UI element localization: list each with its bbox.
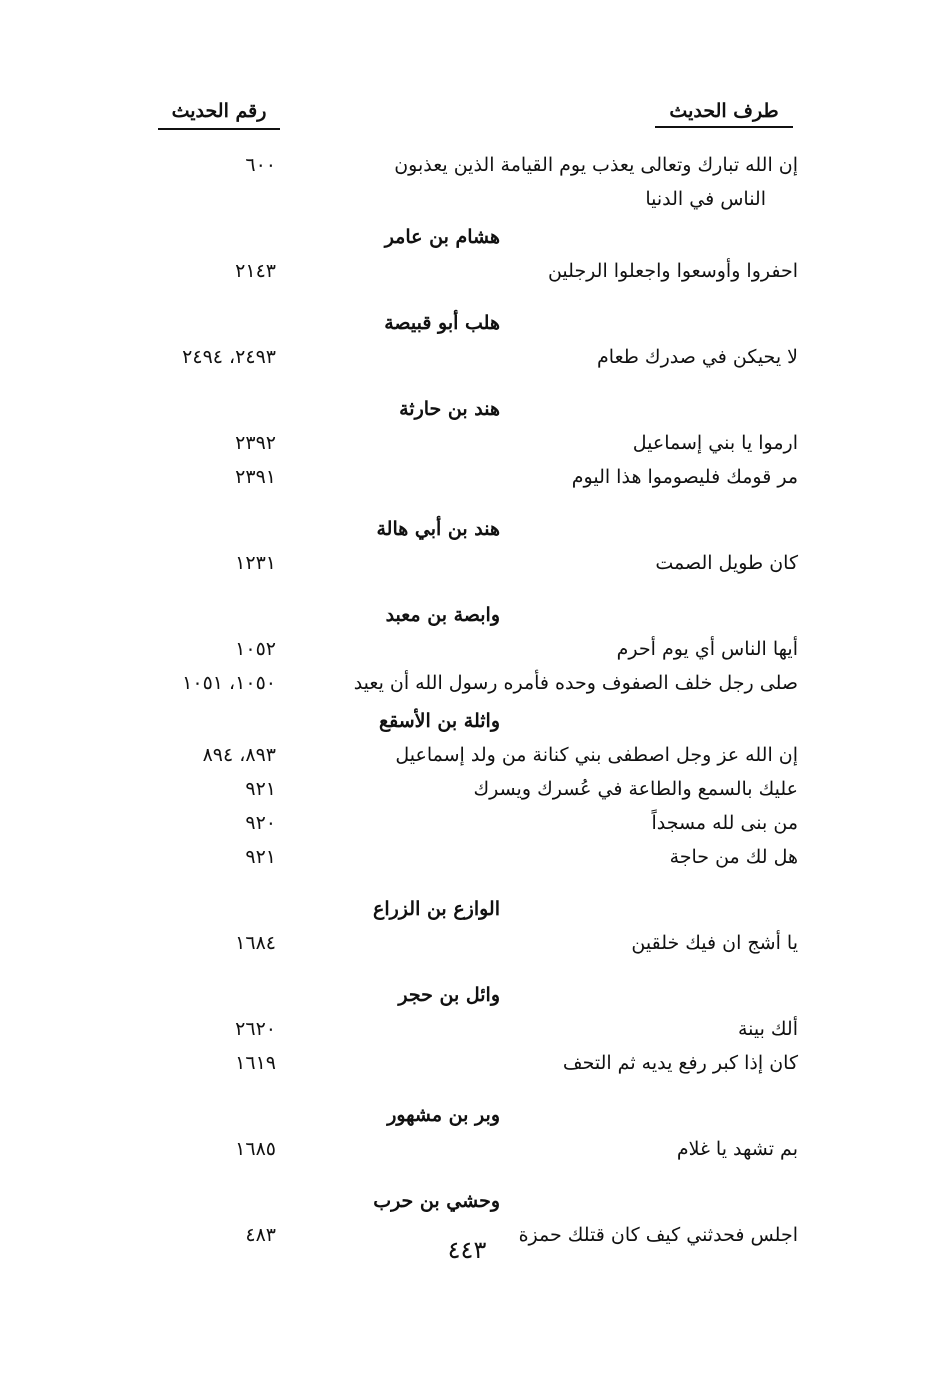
entry-text: اجلس فحدثني كيف كان قتلك حمزة: [518, 1224, 798, 1246]
narrator-name: هند بن أبي هالة: [376, 518, 500, 540]
narrator-name: هند بن حارثة: [399, 398, 500, 420]
narrator-heading: [0, 218, 934, 256]
hadith-row: [0, 1134, 934, 1168]
narrator-name: هلب أبو قبيصة: [384, 312, 500, 334]
entry-text: هل لك من حاجة: [669, 846, 798, 868]
entry-text: بم تشهد يا غلام: [676, 1138, 798, 1160]
narrator-heading: [0, 976, 934, 1014]
narrator-name: الوازع بن الزراع: [373, 898, 500, 920]
hadith-row: [0, 548, 934, 582]
entry-text: إن الله عز وجل اصطفى بني كنانة من ولد إسماعيل: [395, 744, 798, 766]
entry-text: لا يحيكن في صدرك طعام: [597, 346, 798, 368]
narrator-name: واثلة بن الأسقع: [379, 710, 500, 732]
entry-number: ٢٤٩٣، ٢٤٩٤: [182, 346, 276, 368]
entry-number: ١٦٨٥: [235, 1138, 276, 1160]
narrator-heading: [0, 890, 934, 928]
narrator-heading: [0, 390, 934, 428]
entry-number: ٢١٤٣: [235, 260, 276, 282]
entry-text: احفروا وأوسعوا واجعلوا الرجلين: [547, 260, 798, 282]
hadith-row: [0, 1048, 934, 1082]
hadith-row: [0, 256, 934, 290]
entry-number: ٢٣٩٢: [235, 432, 276, 454]
entry-number: ٤٨٣: [245, 1224, 276, 1246]
intro-row: [0, 150, 934, 184]
entry-number: ٢٣٩١: [235, 466, 276, 488]
entry-number: ١٢٣١: [235, 552, 276, 574]
hadith-row: [0, 462, 934, 496]
narrator-heading: [0, 510, 934, 548]
entry-text: كان إذا كبر رفع يديه ثم التحف: [562, 1052, 798, 1074]
narrator-heading: [0, 596, 934, 634]
hadith-row: [0, 842, 934, 876]
narrator-name: وائل بن حجر: [398, 984, 500, 1006]
narrator-heading: [0, 1096, 934, 1134]
hadith-row: [0, 1014, 934, 1048]
entry-text: كان طويل الصمت: [655, 552, 798, 574]
entry-number: ٢٦٢٠: [235, 1018, 276, 1040]
hadith-index: [0, 150, 934, 1254]
entry-number: ١٠٥٢: [235, 638, 276, 660]
hadith-row: [0, 668, 934, 702]
narrator-name: وحشي بن حرب: [373, 1190, 500, 1212]
entry-text: من بنى لله مسجداً: [651, 812, 798, 834]
entry-number: ٦٠٠: [245, 154, 276, 176]
entry-number: ١٦١٩: [235, 1052, 276, 1074]
hadith-row: [0, 342, 934, 376]
entry-text: عليك بالسمع والطاعة في عُسرك ويسرك: [473, 778, 798, 800]
entry-text: ارموا يا بني إسماعيل: [632, 432, 798, 454]
hadith-row: [0, 808, 934, 842]
entry-number: ٩٢٠: [245, 812, 276, 834]
entry-text: الناس في الدنيا: [645, 188, 766, 210]
page-number: ٤٤٣: [447, 1236, 487, 1264]
narrator-name: وبر بن مشهور: [387, 1104, 500, 1126]
entry-number: ١٠٥٠، ١٠٥١: [182, 672, 276, 694]
hadith-row: [0, 634, 934, 668]
text-column-header: طرف الحديث: [655, 100, 793, 128]
hadith-row: [0, 428, 934, 462]
hadith-row: [0, 928, 934, 962]
narrator-name: وابصة بن معبد: [385, 604, 500, 626]
hadith-row: [0, 740, 934, 774]
entry-text: مر قومك فليصوموا هذا اليوم: [571, 466, 798, 488]
entry-text: أيها الناس أي يوم أحرم: [616, 638, 798, 660]
narrator-name: هشام بن عامر: [384, 226, 500, 248]
hadith-row: [0, 774, 934, 808]
number-column-header: رقم الحديث: [158, 100, 280, 130]
entry-number: ٩٢١: [245, 778, 276, 800]
entry-text: صلى رجل خلف الصفوف وحده فأمره رسول الله أن يعيد: [353, 672, 798, 694]
narrator-heading: [0, 1182, 934, 1220]
entry-text: يا أشج ان فيك خلقين: [631, 932, 798, 954]
narrator-heading: [0, 304, 934, 342]
entry-number: ٨٩٣، ٨٩٤: [202, 744, 276, 766]
entry-text: ألك بينة: [737, 1018, 798, 1040]
narrator-heading: [0, 702, 934, 740]
entry-number: ١٦٨٤: [235, 932, 276, 954]
intro-row-continued: [0, 184, 934, 218]
entry-text: إن الله تبارك وتعالى يعذب يوم القيامة الذين يعذبون: [394, 154, 798, 176]
entry-number: ٩٢١: [245, 846, 276, 868]
